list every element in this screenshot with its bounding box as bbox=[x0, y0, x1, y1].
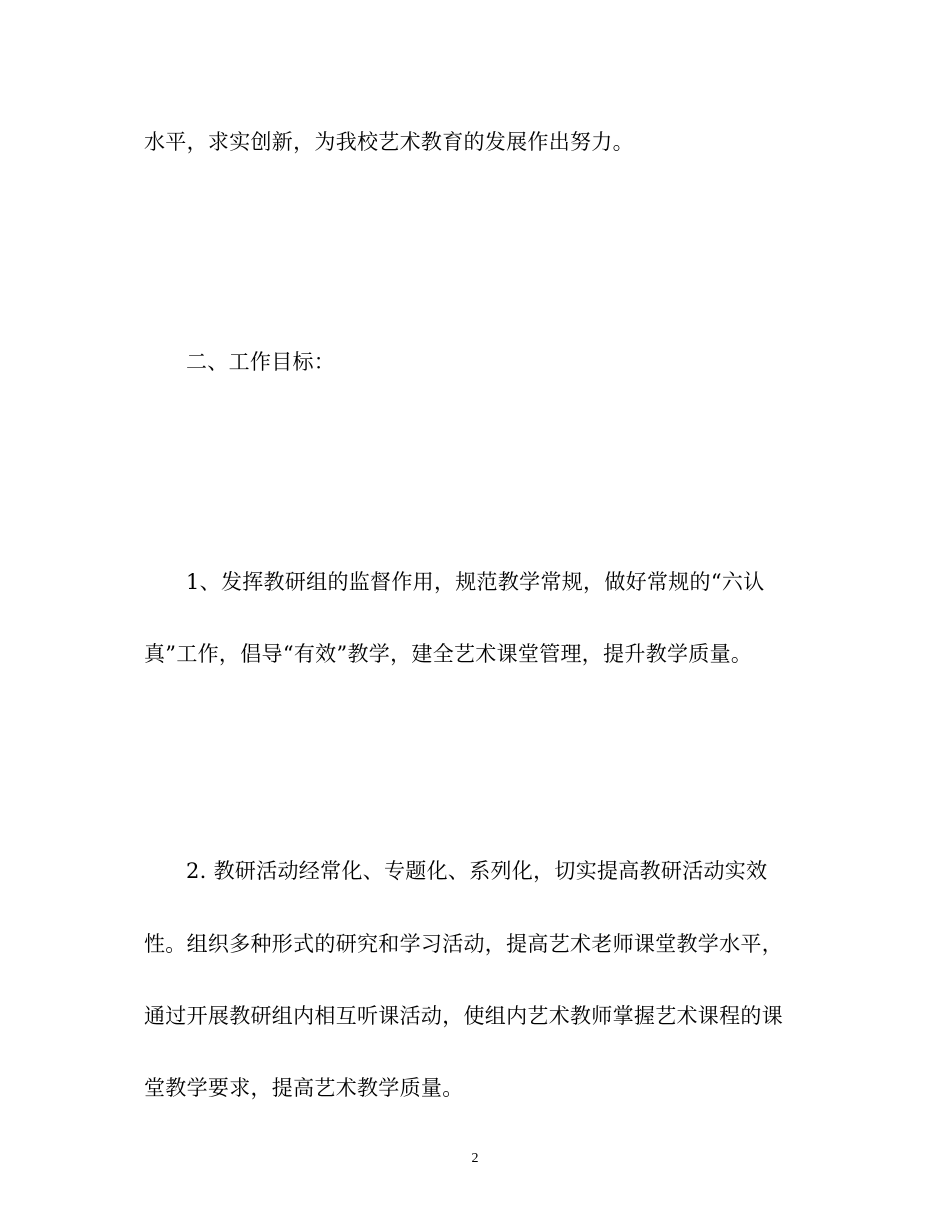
paragraph-line-continuation: 水平，求实创新，为我校艺术教育的发展作出努力。 bbox=[144, 130, 634, 154]
goal-2-line-2: 性。组织多种形式的研究和学习活动，提高艺术老师课堂教学水平， bbox=[144, 932, 783, 956]
section-heading-work-goals: 二、工作目标： bbox=[186, 350, 336, 374]
goal-1-line-2: 真”工作，倡导“有效”教学，建全艺术课堂管理，提升教学质量。 bbox=[144, 642, 753, 666]
goal-2-line-1: 2. 教研活动经常化、专题化、系列化，切实提高教研活动实效 bbox=[186, 859, 768, 883]
goal-2-line-4: 堂教学要求，提高艺术教学质量。 bbox=[144, 1076, 464, 1100]
goal-2-line-3: 通过开展教研组内相互听课活动，使组内艺术教师掌握艺术课程的课 bbox=[144, 1004, 783, 1028]
goal-1-line-1: 1、发挥教研组的监督作用，规范教学常规，做好常规的“六认 bbox=[186, 570, 765, 594]
page-number: 2 bbox=[471, 1151, 479, 1166]
